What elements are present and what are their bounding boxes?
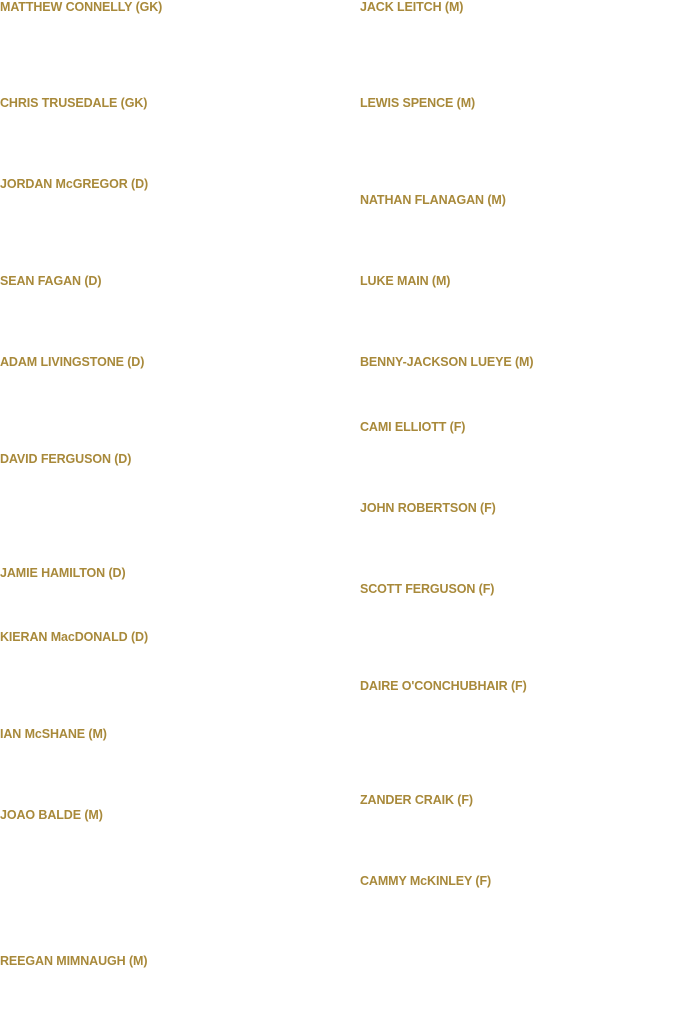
player-name-link[interactable]: JOHN ROBERTSON (F)	[360, 501, 496, 515]
player-name-link[interactable]: CHRIS TRUSEDALE (GK)	[0, 96, 148, 110]
player-name-link[interactable]: CAMI ELLIOTT (F)	[360, 420, 466, 434]
player-name-link[interactable]: LEWIS SPENCE (M)	[360, 96, 476, 110]
player-name-link[interactable]: DAIRE O'CONCHUBHAIR (F)	[360, 679, 527, 693]
player-name-link[interactable]: SEAN FAGAN (D)	[0, 274, 102, 288]
player-name-link[interactable]: BENNY-JACKSON LUEYE (M)	[360, 355, 534, 369]
player-name-link[interactable]: REEGAN MIMNAUGH (M)	[0, 954, 148, 968]
player-name-link[interactable]: JORDAN McGREGOR (D)	[0, 177, 149, 191]
player-name-link[interactable]: IAN McSHANE (M)	[0, 727, 107, 741]
player-name-link[interactable]: MATTHEW CONNELLY (GK)	[0, 0, 163, 14]
player-name-link[interactable]: ADAM LIVINGSTONE (D)	[0, 355, 145, 369]
player-name-link[interactable]: ZANDER CRAIK (F)	[360, 793, 473, 807]
player-name-link[interactable]: JOAO BALDE (M)	[0, 808, 103, 822]
player-name-link[interactable]: NATHAN FLANAGAN (M)	[360, 193, 506, 207]
player-name-link[interactable]: KIERAN MacDONALD (D)	[0, 630, 149, 644]
player-name-link[interactable]: JAMIE HAMILTON (D)	[0, 566, 126, 580]
player-name-link[interactable]: JACK LEITCH (M)	[360, 0, 464, 14]
player-name-link[interactable]: DAVID FERGUSON (D)	[0, 452, 132, 466]
player-name-link[interactable]: LUKE MAIN (M)	[360, 274, 451, 288]
player-name-link[interactable]: SCOTT FERGUSON (F)	[360, 582, 495, 596]
player-name-link[interactable]: CAMMY McKINLEY (F)	[360, 874, 492, 888]
